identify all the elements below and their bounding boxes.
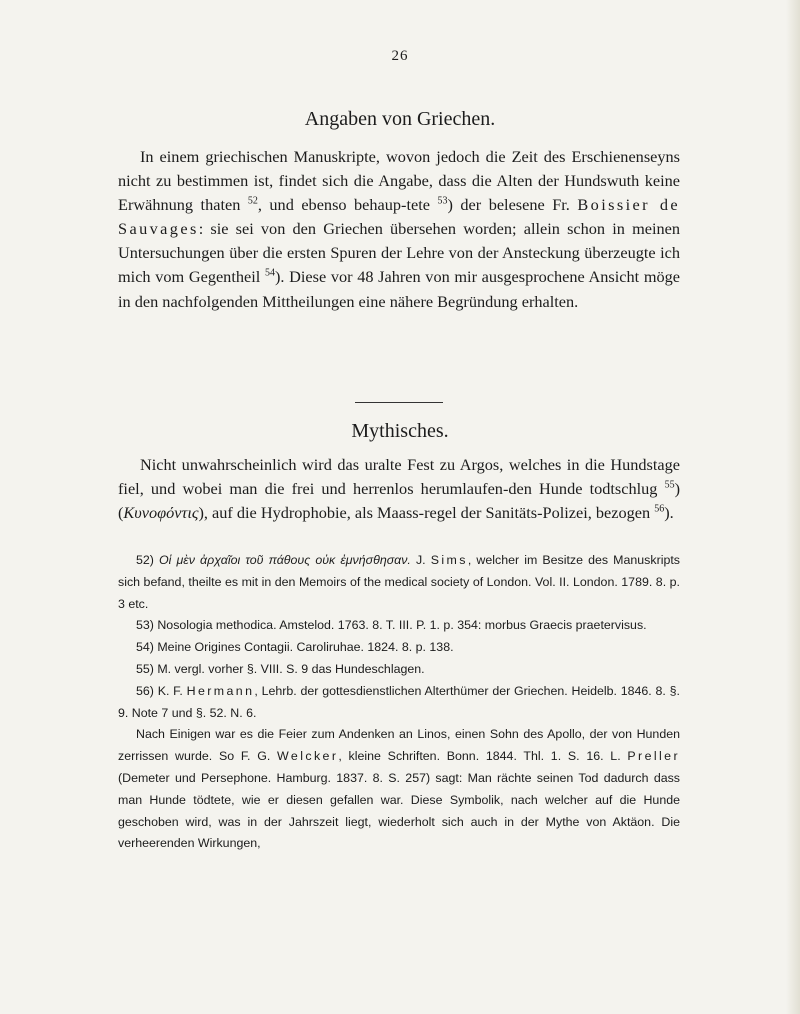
section-divider <box>355 402 443 403</box>
footnote-ref-52: 52 <box>247 195 258 207</box>
footnote-56: 56) K. F. Hermann, Lehrb. der gottesdienstlichen Alterthümer der Griechen. Heidelb. 1846. 8. §. 9. Note 7 und §. 52. N. 6. <box>118 683 680 720</box>
scan-edge-shadow <box>786 0 800 1014</box>
author-name: Hermann <box>186 683 255 698</box>
footnote-55: 55) M. vergl. vorher §. VIII. S. 9 das Hundeschlagen. <box>136 661 425 676</box>
page-number: 26 <box>391 48 409 64</box>
author-name: Preller <box>627 749 680 764</box>
author-name: Boissier de Sauvages <box>118 195 681 239</box>
greek-quote: Οἱ μὲν ἀρχαῖοι τοῦ πάθους οὐκ ἐμνήσθησαν. <box>159 553 411 567</box>
footnote-ref-55: 55 <box>664 479 675 491</box>
author-name: Sims <box>430 553 468 567</box>
paragraph-mythisches: Nicht unwahrscheinlich wird das uralte Fest zu Argos, welches in die Hundstage fiel, und wobei man die frei und herrenlos herumlaufen-den Hunde todtschlug $^{55}$) (Κυνοφόντις), auf die Hydrophobie, als Maass-regel der Sanitäts-Polizei, bezogen $^{56}$). <box>118 455 680 523</box>
paragraph-angaben: In einem griechischen Manuskripte, wovon jedoch die Zeit des Erschienenseyns nicht zu bestimmen ist, findet sich die Angabe, dass die Alten der Hundswuth keine Erwähnung thaten $^{52}$, und ebenso behaup-tete $^{53}$) der belesene Fr. Boissier de Sauvages: sie sei von den Griechen übersehen worden; allein schon in meinen Untersuchungen über die ersten Spuren der Lehre von der Ansteckung überzeugte ich mich vom Gegentheil $^{54}$). Diese vor 48 Jahren von mir ausgesprochene Ansicht möge in den nachfolgenden Mittheilungen eine nähere Begründung erhalten. <box>118 147 681 311</box>
section-title-angaben: Angaben von Griechen. <box>304 108 496 130</box>
footnote-ref-53: 53 <box>437 195 448 207</box>
author-name: Welcker <box>277 749 339 764</box>
footnote-ref-54: 54 <box>264 268 275 280</box>
footnote-54: 54) Meine Origines Contagii. Caroliruhae. 1824. 8. p. 138. <box>136 640 454 655</box>
footnotes <box>118 550 680 855</box>
footnote-52: 52) Οἱ μὲν ἀρχαῖοι τοῦ πάθους οὐκ ἐμνήσθησαν. J. Sims, welcher im Besitze des Manuskripts sich befand, theilte es mit in den Memoirs of the medical society of London. Vol. II. London. 1789. 8. p. 3 etc. <box>118 553 680 611</box>
footnote-53: 53) Nosologia methodica. Amstelod. 1763. 8. T. III. P. 1. p. 354: morbus Graecis praetervisus. <box>136 618 647 633</box>
greek-term: Κυνοφόντις <box>123 503 199 523</box>
section-title-mythisches: Mythisches. <box>351 420 449 442</box>
footnote-continuation: Nach Einigen war es die Feier zum Andenken an Linos, einen Sohn des Apollo, der von Hunden zerrissen wurde. So F. G. Welcker, kleine Schriften. Bonn. 1844. Thl. 1. S. 16. L. Preller (Demeter und Persephone. Hamburg. 1837. 8. S. 257) sagt: Man rächte seinen Tod dadurch dass man Hunde tödtete, wie er diesen gefallen war. Diese Symbolik, nach welcher auf die Hunde geschoben wird, was in der Jahrszeit liegt, wiederholt sich auch in der Mythe von Aktäon. Die verheerenden Wirkungen, <box>118 727 680 851</box>
footnote-ref-56: 56 <box>654 503 665 515</box>
